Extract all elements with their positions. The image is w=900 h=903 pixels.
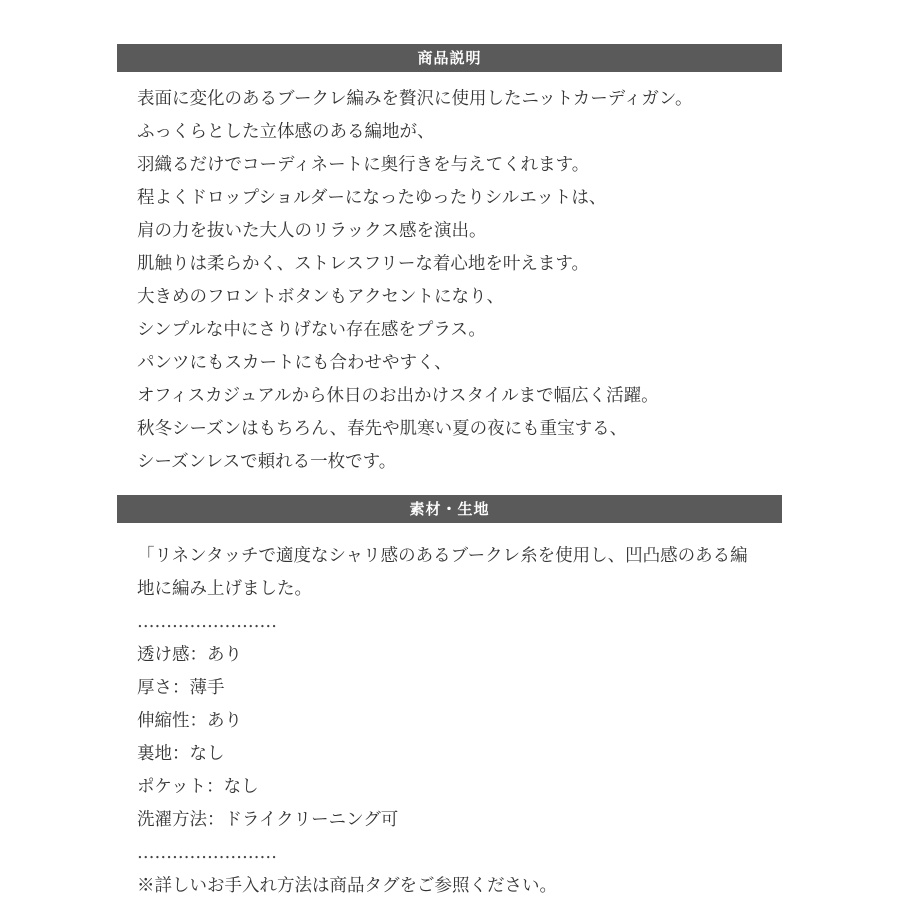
product-description-text — [137, 83, 767, 479]
spec-lining: 裏地：なし — [137, 744, 225, 764]
description-line: 肌触りは柔らかく、ストレスフリーな着心地を叶えます。 — [137, 254, 590, 274]
description-line: 表面に変化のあるブークレ編みを贅沢に使用したニットカーディガン。 — [137, 89, 693, 109]
description-line: 大きめのフロントボタンもアクセントになり、 — [137, 287, 504, 307]
product-description-header: 商品説明 — [117, 44, 782, 72]
care-note: ※詳しいお手入れ方法は商品タグをご参照ください。 — [137, 876, 557, 896]
description-line: 羽織るだけでコーディネートに奥行きを与えてくれます。 — [137, 155, 590, 175]
description-line: パンツにもスカートにも合わせやすく、 — [137, 353, 452, 373]
spec-thickness: 厚さ：薄手 — [137, 678, 225, 698]
dotted-separator: …………………… — [137, 843, 277, 863]
description-line: 程よくドロップショルダーになったゆったりシルエットは、 — [137, 188, 607, 208]
description-line: 肩の力を抜いた大人のリラックス感を演出。 — [137, 221, 487, 241]
spec-washing: 洗濯方法：ドライクリーニング可 — [137, 810, 399, 830]
material-fabric-text — [137, 540, 767, 903]
material-fabric-header: 素材・生地 — [117, 495, 782, 523]
description-line: 秋冬シーズンはもちろん、春先や肌寒い夏の夜にも重宝する、 — [137, 419, 628, 439]
spec-pocket: ポケット：なし — [137, 777, 259, 797]
spec-stretch: 伸縮性：あり — [137, 711, 242, 731]
description-line: シーズンレスで頼れる一枚です。 — [137, 452, 397, 472]
description-line: オフィスカジュアルから休日のお出かけスタイルまで幅広く活躍。 — [137, 386, 659, 406]
material-intro: 「リネンタッチで適度なシャリ感のあるブークレ糸を使用し、凹凸感のある編地に編み上げました。 — [137, 546, 748, 599]
dotted-separator: …………………… — [137, 612, 277, 632]
description-line: ふっくらとした立体感のある編地が、 — [137, 122, 435, 142]
spec-see-through: 透け感：あり — [137, 645, 242, 665]
description-line: シンプルな中にさりげない存在感をプラス。 — [137, 320, 486, 340]
